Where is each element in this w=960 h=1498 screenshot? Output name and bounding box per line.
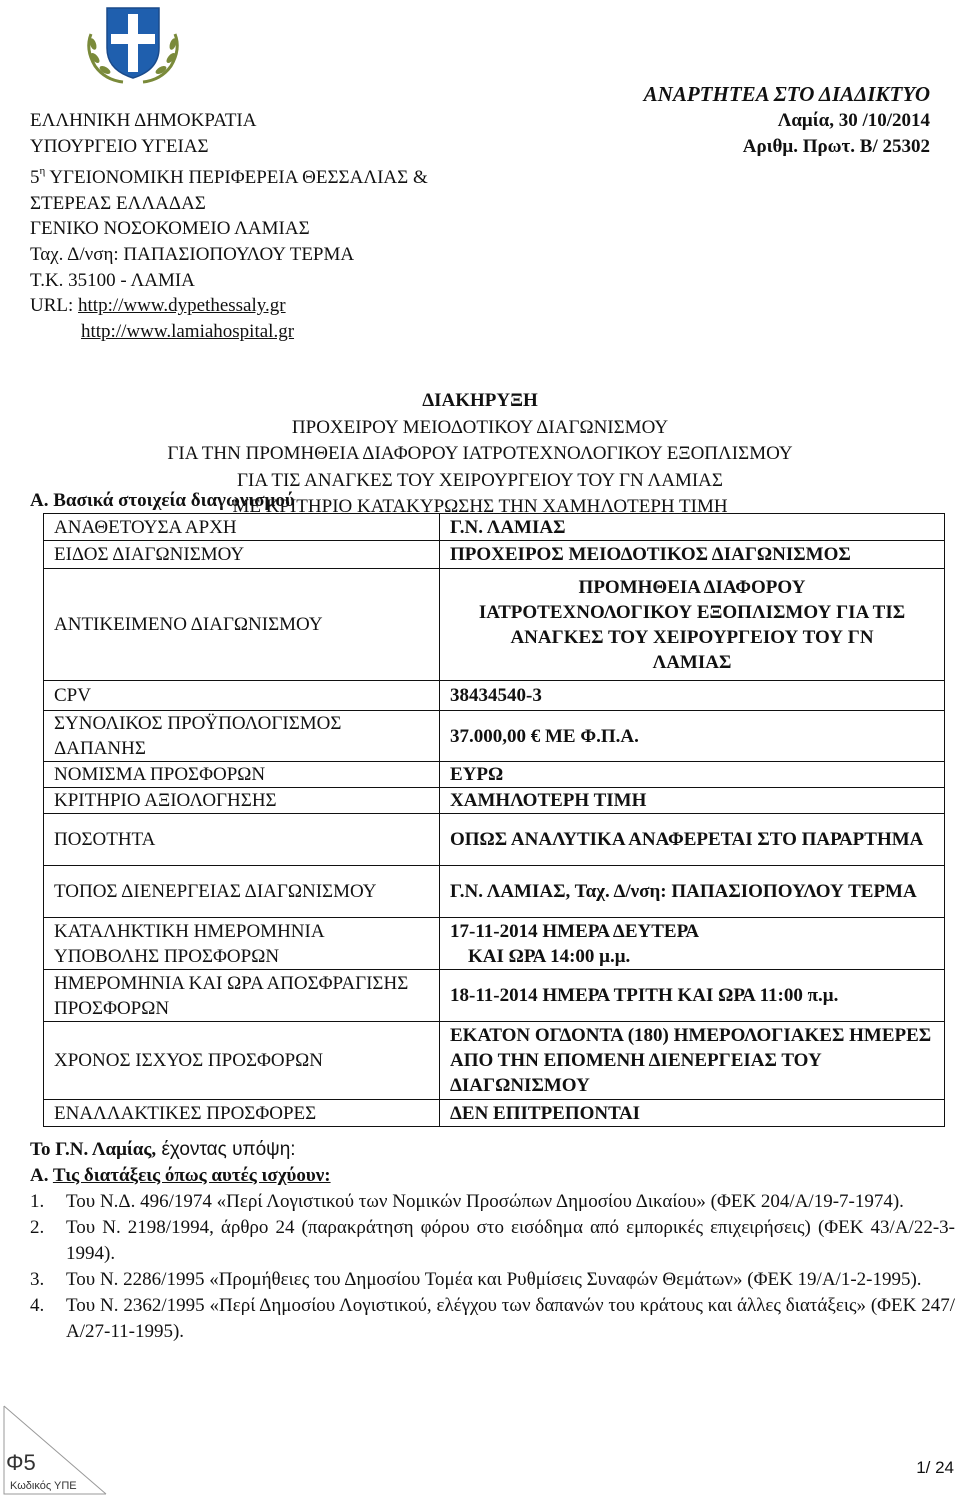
- body-text: [30, 1137, 955, 1345]
- table-row: [44, 514, 945, 541]
- section-title: Τις διατάξεις όπως αυτές ισχύουν:: [52, 1165, 331, 1186]
- table-cell-label: ΚΑΤΑΛΗΚΤΙΚΗ ΗΜΕΡΟΜΗΝΙΑ ΥΠΟΒΟΛΗΣ ΠΡΟΣΦΟΡΩΝ: [44, 918, 440, 970]
- table-cell-value: ΧΑΜΗΛΟΤΕΡΗ ΤΙΜΗ: [440, 788, 945, 814]
- title-line: ΓΙΑ ΤΗΝ ΠΡΟΜΗΘΕΙΑ ΔΙΑΦΟΡΟΥ ΙΑΤΡΟΤΕΧΝΟΛΟΓΙΚΟΥ ΕΞΟΠΛΙΣΜΟΥ: [167, 443, 793, 464]
- publish-note: ΑΝΑΡΤΗΤΕΑ ΣΤΟ ΔΙΑΔΙΚΤΥΟ: [643, 82, 930, 106]
- url-link-dypethessaly[interactable]: http://www.dypethessaly.gr: [78, 295, 286, 317]
- table-row: [44, 681, 945, 711]
- deadline-date: 17-11-2014 ΗΜΕΡΑ ΔΕΥΤΕΡΑ: [450, 920, 700, 942]
- table-row: [44, 970, 945, 1022]
- intro-line: [30, 1137, 955, 1163]
- table-cell-label: ΠΟΣΟΤΗΤΑ: [44, 814, 440, 866]
- list-item-number: 4.: [30, 1295, 45, 1316]
- sender-line: ΥΠΟΥΡΓΕΙΟ ΥΓΕΙΑΣ: [30, 135, 209, 157]
- title-line: ΔΙΑΚΗΡΥΞΗ: [422, 390, 538, 411]
- region-text: ΥΓΕΙΟΝΟΜΙΚΗ ΠΕΡΙΦΕΡΕΙΑ ΘΕΣΣΑΛΙΑΣ &: [49, 167, 428, 189]
- table-cell-label: ΝΟΜΙΣΜΑ ΠΡΟΣΦΟΡΩΝ: [44, 762, 440, 788]
- list-item-text: Του Ν. 2286/1995 «Προμήθειες του Δημοσίου Τομέα και Ρυθμίσεις Συναφών Θεμάτων» (ΦΕΚ 19/Α/1-2-1995).: [66, 1269, 922, 1290]
- sender-line: ΣΤΕΡΕΑΣ ΕΛΛΑΔΑΣ: [30, 192, 206, 214]
- region-number: 5: [30, 167, 40, 189]
- sender-line: [30, 319, 428, 345]
- page-number: 1/ 24: [916, 1458, 954, 1477]
- table-cell-label: ΑΝΑΘΕΤΟΥΣΑ ΑΡΧΗ: [44, 514, 440, 541]
- list-item: [30, 1189, 955, 1215]
- table-row: [44, 1100, 945, 1127]
- sender-line: ΕΛΛΗΝΙΚΗ ΔΗΜΟΚΡΑΤΙΑ: [30, 110, 257, 131]
- intro-bold: Το Γ.Ν. Λαμίας,: [30, 1139, 157, 1160]
- sender-block: [30, 108, 428, 344]
- sender-line: [30, 159, 428, 191]
- section-prefix: Α.: [30, 1165, 49, 1186]
- table-cell-value: ΟΠΩΣ ΑΝΑΛΥΤΙΚΑ ΑΝΑΦΕΡΕΤΑΙ ΣΤΟ ΠΑΡΑΡΤΗΜΑ: [440, 814, 945, 866]
- section-heading: [30, 1163, 955, 1189]
- doc-date: Λαμία, 30 /10/2014: [777, 110, 930, 131]
- table-cell-value: ΔΕΝ ΕΠΙΤΡΕΠΟΝΤΑΙ: [440, 1100, 945, 1127]
- sender-line: Ταχ. Δ/νση: ΠΑΠΑΣΙΟΠΟΥΛΟΥ ΤΕΡΜΑ: [30, 243, 355, 265]
- title-line: ΜΕ ΚΡΙΤΗΡΙΟ ΚΑΤΑΚΥΡΩΣΗΣ ΤΗΝ ΧΑΜΗΛΟΤΕΡΗ ΤΙΜΗ: [232, 496, 728, 517]
- table-cell-value: 38434540-3: [440, 681, 945, 711]
- list-item: [30, 1267, 955, 1293]
- list-item-number: 1.: [30, 1191, 45, 1212]
- table-cell-label: ΧΡΟΝΟΣ ΙΣΧΥΟΣ ΠΡΟΣΦΟΡΩΝ: [44, 1022, 440, 1100]
- table-cell-label: ΑΝΤΙΚΕΙΜΕΝΟ ΔΙΑΓΩΝΙΣΜΟΥ: [44, 569, 440, 681]
- deadline-time: ΚΑΙ ΩΡΑ 14:00 μ.μ.: [468, 945, 631, 967]
- region-sup: η: [39, 165, 46, 178]
- table-cell-value: [440, 918, 945, 970]
- table-cell-value: ΠΡΟΧΕΙΡΟΣ ΜΕΙΟΔΟΤΙΚΟΣ ΔΙΑΓΩΝΙΣΜΟΣ: [440, 541, 945, 569]
- table-row: [44, 1022, 945, 1100]
- table-cell-label: ΕΙΔΟΣ ΔΙΑΓΩΝΙΣΜΟΥ: [44, 541, 440, 569]
- table-cell-value: Γ.Ν. ΛΑΜΙΑΣ, Ταχ. Δ/νση: ΠΑΠΑΣΙΟΠΟΥΛΟΥ ΤΕΡΜΑ: [440, 866, 945, 918]
- table-cell-value: Γ.Ν. ΛΑΜΙΑΣ: [440, 514, 945, 541]
- section-a-heading: Α. Βασικά στοιχεία διαγωνισμού: [30, 490, 295, 511]
- list-item-text: Του Ν. 2198/1994, άρθρο 24 (παρακράτηση φόρου στο εισόδημα από εμπορικές επιχειρήσεις) (ΦΕΚ 43/Α/22-3-1994).: [66, 1217, 955, 1264]
- table-cell-label: ΗΜΕΡΟΜΗΝΙΑ ΚΑΙ ΩΡΑ ΑΠΟΣΦΡΑΓΙΣΗΣ ΠΡΟΣΦΟΡΩΝ: [44, 970, 440, 1022]
- url-link-lamiahospital[interactable]: http://www.lamiahospital.gr: [81, 320, 295, 342]
- table-row: [44, 814, 945, 866]
- table-cell-label: ΚΡΙΤΗΡΙΟ ΑΞΙΟΛΟΓΗΣΗΣ: [44, 788, 440, 814]
- list-item-text: Του Ν. 2362/1995 «Περί Δημοσίου Λογιστικού, ελέγχου των δαπανών του κράτους και άλλες διατάξεις» (ΦΕΚ 247/Α/27-11-1995).: [66, 1295, 955, 1342]
- table-cell-value: ΕΚΑΤΟΝ ΟΓΔΟΝΤΑ (180) ΗΜΕΡΟΛΟΓΙΑΚΕΣ ΗΜΕΡΕΣ ΑΠΟ ΤΗΝ ΕΠΟΜΕΝΗ ΔΙΕΝΕΡΓΕΙΑΣ ΤΟΥ ΔΙΑΓΩΝΙΣΜΟΥ: [440, 1022, 945, 1100]
- table-cell-label: ΕΝΑΛΛΑΚΤΙΚΕΣ ΠΡΟΣΦΟΡΕΣ: [44, 1100, 440, 1127]
- intro-rest: έχοντας υπόψη:: [156, 1139, 296, 1160]
- table-row: [44, 918, 945, 970]
- list-item-number: 3.: [30, 1269, 45, 1290]
- table-row: [44, 541, 945, 569]
- list-item: [30, 1293, 955, 1345]
- greek-coat-of-arms-icon: [83, 4, 183, 84]
- sender-line: Τ.Κ. 35100 - ΛΑΜΙΑ: [30, 269, 195, 291]
- title-line: ΓΙΑ ΤΙΣ ΑΝΑΓΚΕΣ ΤΟΥ ΧΕΙΡΟΥΡΓΕΙΟΥ ΤΟΥ ΓΝ ΛΑΜΙΑΣ: [237, 469, 723, 491]
- form-code: Φ5: [6, 1450, 36, 1475]
- table-cell-value: ΠΡΟΜΗΘΕΙΑ ΔΙΑΦΟΡΟΥ ΙΑΤΡΟΤΕΧΝΟΛΟΓΙΚΟΥ ΕΞΟΠΛΙΣΜΟΥ ΓΙΑ ΤΙΣ ΑΝΑΓΚΕΣ ΤΟΥ ΧΕΙΡΟΥΡΓΕΙΟΥ ΤΟΥ ΓΝ ΛΑΜΙΑΣ: [440, 569, 945, 681]
- table-cell-value: ΕΥΡΩ: [440, 762, 945, 788]
- tender-info-table: [43, 513, 945, 1127]
- table-row: [44, 788, 945, 814]
- table-row: [44, 762, 945, 788]
- url-label: URL:: [30, 295, 74, 317]
- list-item: [30, 1215, 955, 1267]
- table-row: [44, 711, 945, 762]
- list-item-text: Του Ν.Δ. 496/1974 «Περί Λογιστικού των Νομικών Προσώπων Δημοσίου Δικαίου» (ΦΕΚ 204/Α/19-7-1974).: [66, 1191, 904, 1212]
- table-cell-value: 37.000,00 € ΜΕ Φ.Π.Α.: [440, 711, 945, 762]
- table-cell-label: ΣΥΝΟΛΙΚΟΣ ΠΡΟΫΠΟΛΟΓΙΣΜΟΣ ΔΑΠΑΝΗΣ: [44, 711, 440, 762]
- table-row: [44, 569, 945, 681]
- title-line: ΠΡΟΧΕΙΡΟΥ ΜΕΙΟΔΟΤΙΚΟΥ ΔΙΑΓΩΝΙΣΜΟΥ: [291, 416, 669, 438]
- sender-line: ΓΕΝΙΚΟ ΝΟΣΟΚΟΜΕΙΟ ΛΑΜΙΑΣ: [30, 218, 310, 240]
- list-item-number: 2.: [30, 1217, 45, 1238]
- doc-protocol: Αριθμ. Πρωτ. Β/ 25302: [742, 135, 930, 157]
- doc-meta: [743, 108, 930, 159]
- table-cell-label: ΤΟΠΟΣ ΔΙΕΝΕΡΓΕΙΑΣ ΔΙΑΓΩΝΙΣΜΟΥ: [44, 866, 440, 918]
- sender-line: [30, 293, 428, 319]
- table-cell-label: CPV: [44, 681, 440, 711]
- table-row: [44, 866, 945, 918]
- table-cell-value: 18-11-2014 ΗΜΕΡΑ ΤΡΙΤΗ ΚΑΙ ΩΡΑ 11:00 π.μ.: [440, 970, 945, 1022]
- form-code-label: Κωδικός ΥΠΕ: [10, 1480, 77, 1492]
